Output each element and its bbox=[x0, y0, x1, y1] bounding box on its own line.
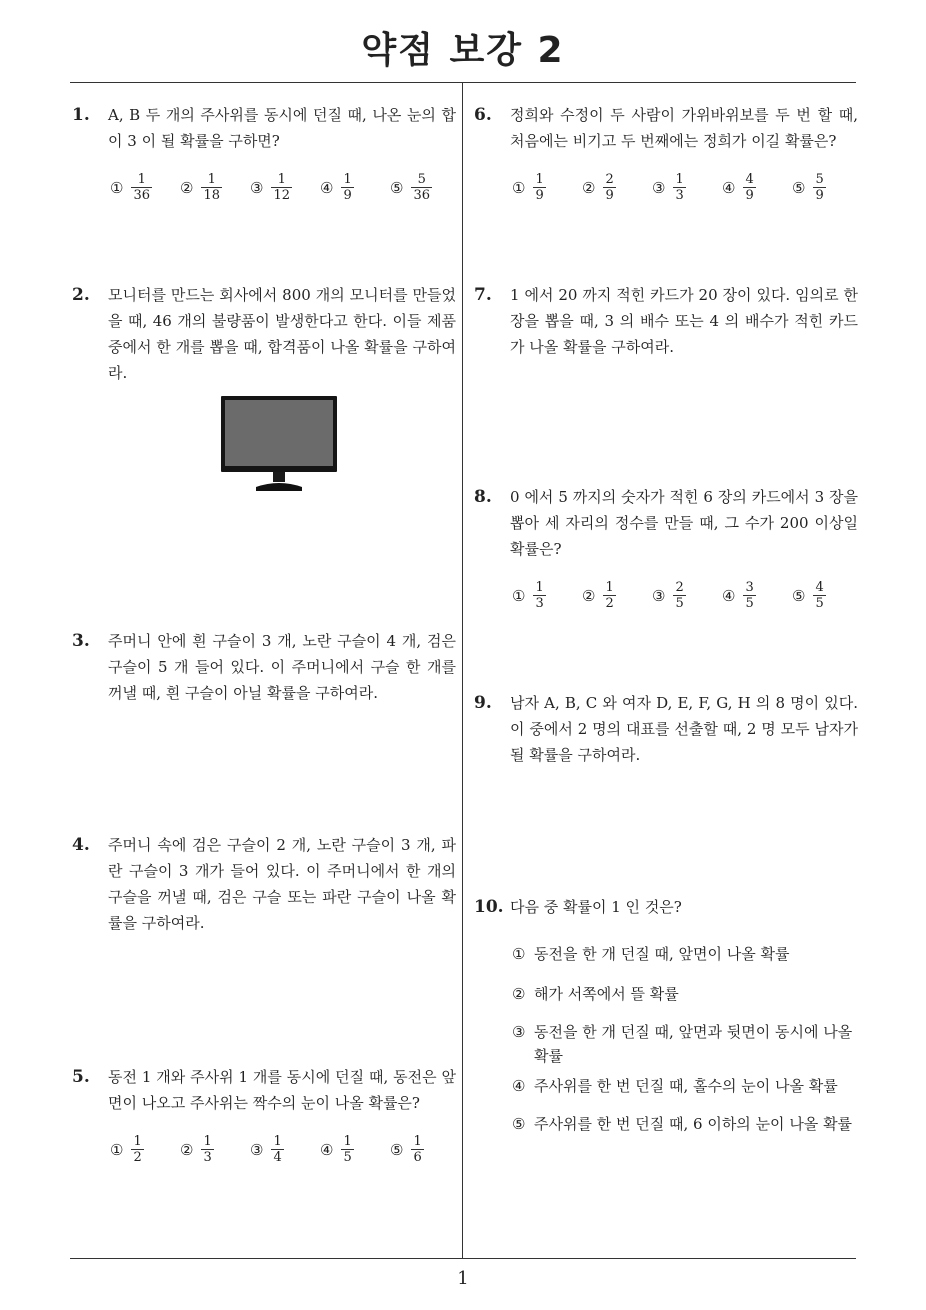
fraction bbox=[341, 1134, 353, 1165]
choice-mark: ① bbox=[110, 178, 124, 197]
choice-mark: ⑤ bbox=[792, 178, 806, 197]
question-4 bbox=[72, 832, 456, 936]
numerator: 1 bbox=[277, 172, 286, 187]
fraction bbox=[201, 1134, 213, 1165]
question-text: 0 에서 5 까지의 숫자가 적힌 6 장의 카드에서 3 장을 뽑아 세 자리의 정수를 만들 때, 그 수가 200 이상일 확률은? bbox=[510, 488, 858, 558]
choice-4[interactable] bbox=[320, 1134, 390, 1165]
denominator: 5 bbox=[815, 596, 824, 611]
choices-1 bbox=[110, 172, 460, 203]
choice-5[interactable] bbox=[792, 580, 862, 611]
choice-1[interactable] bbox=[512, 580, 582, 611]
option-3[interactable] bbox=[512, 1020, 854, 1068]
option-text: 동전을 한 개 던질 때, 앞면이 나올 확률 bbox=[534, 945, 790, 963]
bottom-divider bbox=[70, 1258, 856, 1259]
numerator: 5 bbox=[815, 172, 824, 187]
choice-2[interactable] bbox=[180, 172, 250, 203]
numerator: 1 bbox=[675, 172, 684, 187]
question-text: 동전 1 개와 주사위 1 개를 동시에 던질 때, 동전은 앞면이 나오고 주사위는 짝수의 눈이 나올 확률은? bbox=[108, 1068, 456, 1112]
denominator: 9 bbox=[815, 188, 824, 203]
denominator: 5 bbox=[343, 1150, 352, 1165]
denominator: 36 bbox=[133, 188, 150, 203]
choice-5[interactable] bbox=[792, 172, 862, 203]
numerator: 1 bbox=[535, 580, 544, 595]
denominator: 18 bbox=[203, 188, 220, 203]
option-text: 주사위를 한 번 던질 때, 홀수의 눈이 나올 확률 bbox=[534, 1077, 838, 1095]
numerator: 1 bbox=[207, 172, 216, 187]
numerator: 4 bbox=[745, 172, 754, 187]
question-number: 6. bbox=[474, 105, 492, 125]
choice-mark: ① bbox=[512, 586, 526, 605]
question-number: 1. bbox=[72, 105, 90, 125]
fraction bbox=[603, 172, 615, 203]
numerator: 1 bbox=[413, 1134, 422, 1149]
denominator: 9 bbox=[605, 188, 614, 203]
fraction bbox=[743, 580, 755, 611]
denominator: 9 bbox=[535, 188, 544, 203]
choice-1[interactable] bbox=[110, 1134, 180, 1165]
denominator: 36 bbox=[413, 188, 430, 203]
choices-8 bbox=[512, 580, 862, 611]
fraction bbox=[341, 172, 353, 203]
fraction bbox=[411, 172, 432, 203]
choice-mark: ② bbox=[512, 985, 526, 1003]
question-text: 남자 A, B, C 와 여자 D, E, F, G, H 의 8 명이 있다. 이 중에서 2 명의 대표를 선출할 때, 2 명 모두 남자가 될 확률을 구하여라. bbox=[510, 694, 858, 764]
question-text: 1 에서 20 까지 적힌 카드가 20 장이 있다. 임의로 한 장을 뽑을 때, 3 의 배수 또는 4 의 배수가 적힌 카드가 나올 확률을 구하여라. bbox=[510, 286, 858, 356]
option-4[interactable] bbox=[512, 1074, 842, 1098]
numerator: 1 bbox=[273, 1134, 282, 1149]
denominator: 2 bbox=[605, 596, 614, 611]
denominator: 3 bbox=[675, 188, 684, 203]
page-number: 1 bbox=[457, 1268, 469, 1289]
question-number: 3. bbox=[72, 631, 90, 651]
choice-mark: ⑤ bbox=[390, 1140, 404, 1159]
choices-5 bbox=[110, 1134, 460, 1165]
question-1 bbox=[72, 102, 456, 154]
page-title: 약점 보강 2 bbox=[361, 30, 565, 71]
fraction bbox=[201, 172, 222, 203]
choice-5[interactable] bbox=[390, 1134, 460, 1165]
question-number: 5. bbox=[72, 1067, 90, 1087]
choice-mark: ⑤ bbox=[792, 586, 806, 605]
fraction bbox=[271, 172, 292, 203]
choice-mark: ① bbox=[512, 945, 526, 963]
choice-2[interactable] bbox=[180, 1134, 250, 1165]
choice-mark: ② bbox=[582, 586, 596, 605]
fraction bbox=[813, 580, 825, 611]
choice-mark: ④ bbox=[722, 586, 736, 605]
choice-5[interactable] bbox=[390, 172, 460, 203]
fraction bbox=[603, 580, 615, 611]
numerator: 1 bbox=[535, 172, 544, 187]
option-1[interactable] bbox=[512, 942, 842, 966]
choice-3[interactable] bbox=[652, 172, 722, 203]
choices-6 bbox=[512, 172, 862, 203]
option-text: 해가 서쪽에서 뜰 확률 bbox=[534, 985, 679, 1003]
choice-4[interactable] bbox=[722, 172, 792, 203]
choice-mark: ② bbox=[582, 178, 596, 197]
denominator: 12 bbox=[273, 188, 290, 203]
question-number: 9. bbox=[474, 693, 492, 713]
choice-mark: ② bbox=[180, 178, 194, 197]
question-2 bbox=[72, 282, 456, 386]
choice-2[interactable] bbox=[582, 172, 652, 203]
denominator: 9 bbox=[343, 188, 352, 203]
numerator: 1 bbox=[343, 1134, 352, 1149]
denominator: 6 bbox=[413, 1150, 422, 1165]
denominator: 9 bbox=[745, 188, 754, 203]
question-text: 주머니 안에 흰 구슬이 3 개, 노란 구슬이 4 개, 검은 구슬이 5 개 들어 있다. 이 주머니에서 구슬 한 개를 꺼낼 때, 흰 구슬이 아닐 확률을 구하여라. bbox=[108, 632, 456, 702]
question-text: 다음 중 확률이 1 인 것은? bbox=[510, 898, 682, 916]
fraction bbox=[271, 1134, 283, 1165]
question-10 bbox=[474, 894, 858, 920]
numerator: 4 bbox=[815, 580, 824, 595]
question-text: 주머니 속에 검은 구슬이 2 개, 노란 구슬이 3 개, 파란 구슬이 3 개가 들어 있다. 이 주머니에서 한 개의 구슬을 꺼낼 때, 검은 구슬 또는 파란 구슬이 나올 확률을 구하여라. bbox=[108, 836, 456, 932]
column-divider bbox=[462, 83, 463, 1258]
fraction bbox=[131, 172, 152, 203]
numerator: 1 bbox=[605, 580, 614, 595]
question-number: 10. bbox=[474, 897, 504, 917]
option-2[interactable] bbox=[512, 982, 842, 1006]
choice-4[interactable] bbox=[320, 172, 390, 203]
fraction bbox=[411, 1134, 423, 1165]
denominator: 5 bbox=[675, 596, 684, 611]
numerator: 1 bbox=[133, 1134, 142, 1149]
question-9 bbox=[474, 690, 858, 768]
question-text: 모니터를 만드는 회사에서 800 개의 모니터를 만들었을 때, 46 개의 불량품이 발생한다고 한다. 이들 제품 중에서 한 개를 뽑을 때, 합격품이 나올 확률을 구하여라. bbox=[108, 286, 456, 382]
choice-mark: ① bbox=[512, 178, 526, 197]
fraction bbox=[673, 172, 685, 203]
choice-mark: ⑤ bbox=[390, 178, 404, 197]
denominator: 5 bbox=[745, 596, 754, 611]
choice-3[interactable] bbox=[250, 172, 320, 203]
numerator: 5 bbox=[417, 172, 426, 187]
fraction bbox=[743, 172, 755, 203]
question-number: 4. bbox=[72, 835, 90, 855]
numerator: 3 bbox=[745, 580, 754, 595]
numerator: 1 bbox=[343, 172, 352, 187]
denominator: 3 bbox=[203, 1150, 212, 1165]
choice-mark: ③ bbox=[250, 1140, 264, 1159]
option-5[interactable] bbox=[512, 1112, 854, 1136]
choice-mark: ③ bbox=[652, 178, 666, 197]
choice-2[interactable] bbox=[582, 580, 652, 611]
choice-mark: ③ bbox=[512, 1023, 526, 1041]
denominator: 3 bbox=[535, 596, 544, 611]
question-text: A, B 두 개의 주사위를 동시에 던질 때, 나온 눈의 합이 3 이 될 확률을 구하면? bbox=[108, 106, 456, 150]
denominator: 4 bbox=[273, 1150, 282, 1165]
question-5 bbox=[72, 1064, 456, 1116]
choice-mark: ② bbox=[180, 1140, 194, 1159]
fraction bbox=[813, 172, 825, 203]
question-number: 8. bbox=[474, 487, 492, 507]
question-7 bbox=[474, 282, 858, 360]
choice-mark: ④ bbox=[320, 178, 334, 197]
question-text: 정희와 수정이 두 사람이 가위바위보를 두 번 할 때, 처음에는 비기고 두 번째에는 정희가 이길 확률은? bbox=[510, 106, 858, 150]
choice-4[interactable] bbox=[722, 580, 792, 611]
numerator: 1 bbox=[203, 1134, 212, 1149]
monitor-image bbox=[220, 395, 338, 493]
top-divider bbox=[70, 82, 856, 83]
question-3 bbox=[72, 628, 456, 706]
fraction bbox=[533, 172, 545, 203]
choice-mark: ④ bbox=[722, 178, 736, 197]
choice-mark: ⑤ bbox=[512, 1115, 526, 1133]
choice-1[interactable] bbox=[512, 172, 582, 203]
choice-3[interactable] bbox=[250, 1134, 320, 1165]
fraction bbox=[131, 1134, 143, 1165]
choice-mark: ③ bbox=[652, 586, 666, 605]
question-6 bbox=[474, 102, 858, 154]
choice-mark: ① bbox=[110, 1140, 124, 1159]
option-text: 주사위를 한 번 던질 때, 6 이하의 눈이 나올 확률 bbox=[534, 1115, 853, 1133]
question-8 bbox=[474, 484, 858, 562]
numerator: 2 bbox=[675, 580, 684, 595]
fraction bbox=[533, 580, 545, 611]
fraction bbox=[673, 580, 685, 611]
question-number: 2. bbox=[72, 285, 90, 305]
numerator: 2 bbox=[605, 172, 614, 187]
numerator: 1 bbox=[137, 172, 146, 187]
option-text: 동전을 한 개 던질 때, 앞면과 뒷면이 동시에 나올 확률 bbox=[534, 1023, 853, 1065]
denominator: 2 bbox=[133, 1150, 142, 1165]
question-number: 7. bbox=[474, 285, 492, 305]
choice-mark: ④ bbox=[512, 1077, 526, 1095]
choice-3[interactable] bbox=[652, 580, 722, 611]
choice-mark: ④ bbox=[320, 1140, 334, 1159]
choice-1[interactable] bbox=[110, 172, 180, 203]
choice-mark: ③ bbox=[250, 178, 264, 197]
